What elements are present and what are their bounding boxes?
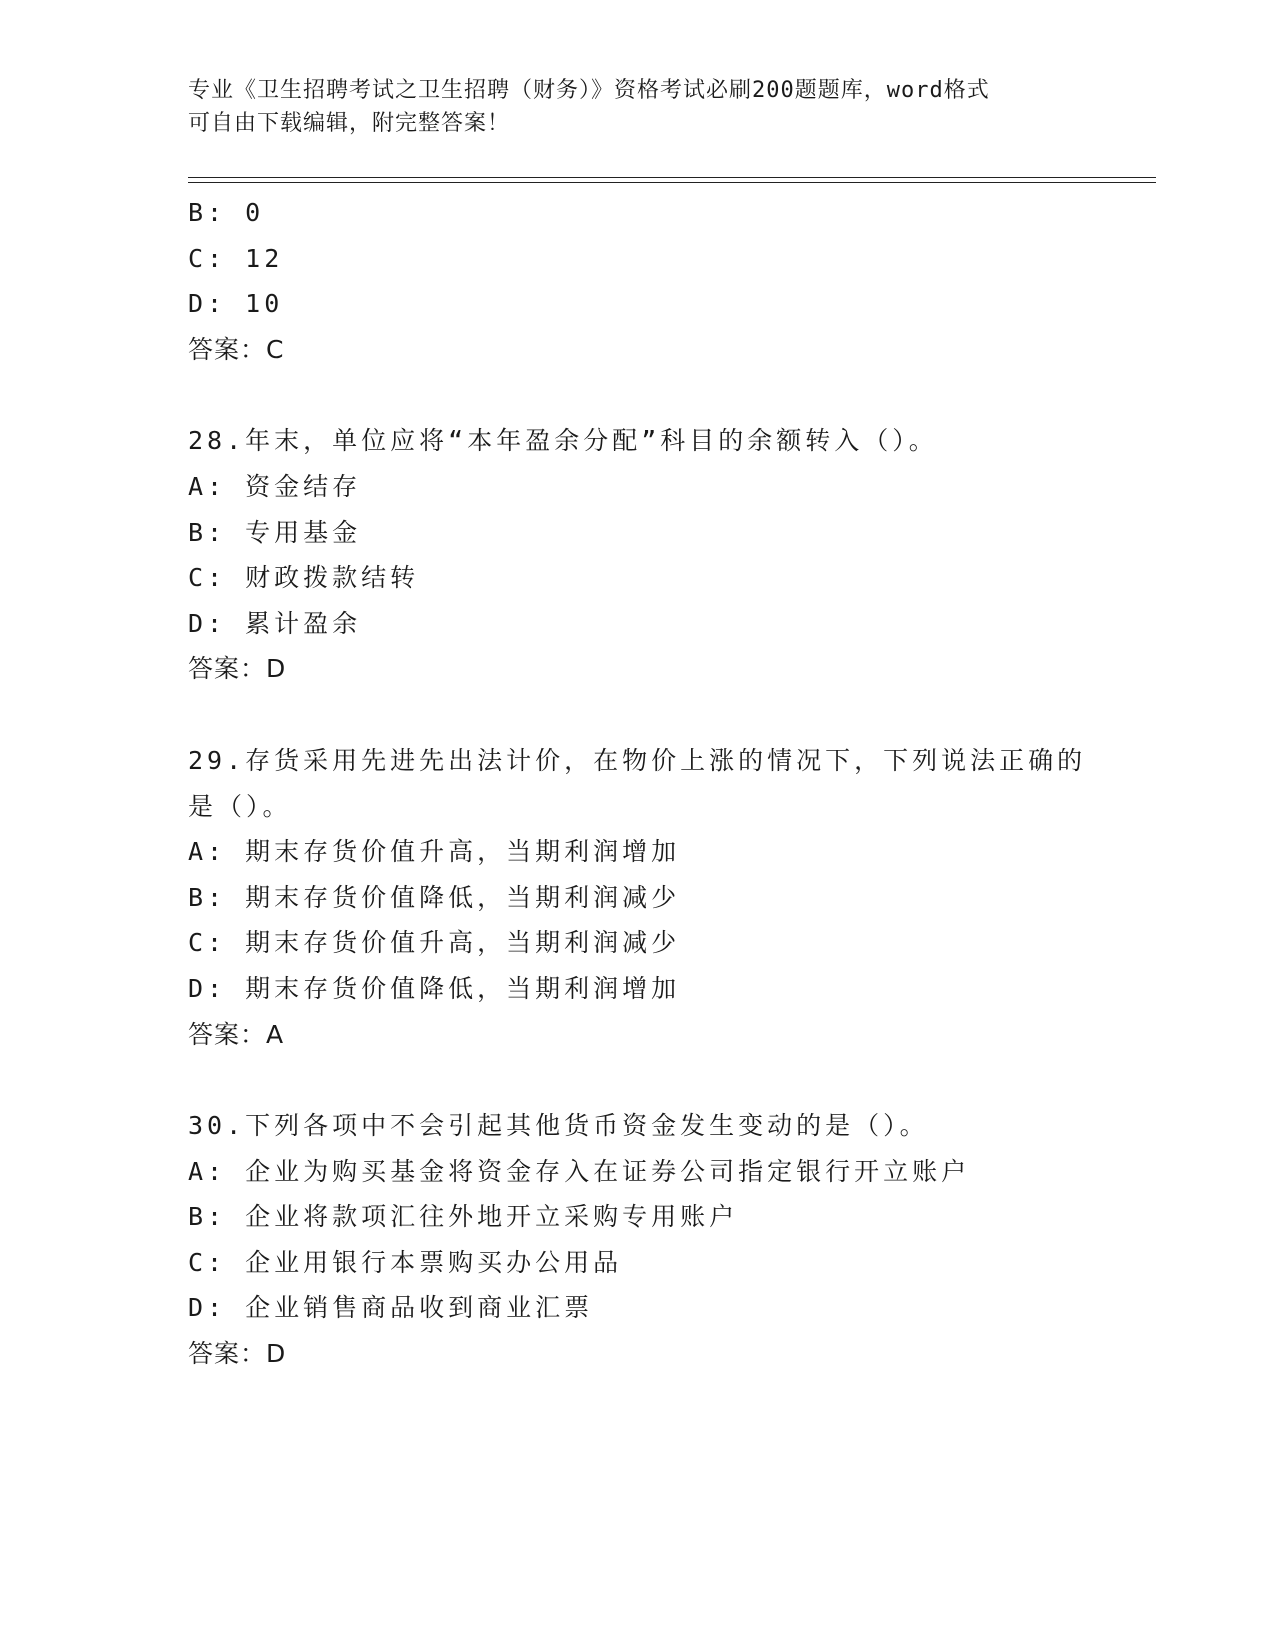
option-b: B: 专用基金 bbox=[188, 517, 362, 547]
option-b: B: 0 bbox=[188, 198, 265, 227]
question-29 bbox=[188, 738, 1088, 1057]
header-title-line1: 专业《卫生招聘考试之卫生招聘（财务）》资格考试必刷200题题库，word格式 bbox=[188, 78, 990, 103]
option-b: B: 企业将款项汇往外地开立采购专用账户 bbox=[188, 1202, 739, 1232]
option-b: B: 期末存货价值降低，当期利润减少 bbox=[188, 882, 681, 912]
option-d: D: 10 bbox=[188, 289, 284, 319]
question-30 bbox=[188, 1103, 1088, 1377]
question-text-line2: 是（）。 bbox=[188, 791, 292, 821]
question-text: 30.下列各项中不会引起其他货币资金发生变动的是（）。 bbox=[188, 1111, 929, 1141]
answer: 答案：D bbox=[188, 654, 287, 684]
answer: 答案：C bbox=[188, 334, 285, 364]
question-list bbox=[188, 190, 1088, 1377]
option-c: C: 12 bbox=[188, 243, 284, 273]
question-text-line1: 29.存货采用先进先出法计价，在物价上涨的情况下，下列说法正确的 bbox=[188, 745, 1087, 775]
option-c: C: 企业用银行本票购买办公用品 bbox=[188, 1247, 623, 1277]
answer: 答案：A bbox=[188, 1019, 285, 1049]
document-header bbox=[188, 74, 1068, 140]
option-d: D: 累计盈余 bbox=[188, 608, 362, 638]
header-divider-bottom bbox=[188, 182, 1156, 183]
header-title-line2: 可自由下载编辑，附完整答案！ bbox=[188, 111, 511, 136]
question-text: 28.年末，单位应将“本年盈余分配”科目的余额转入（）。 bbox=[188, 426, 938, 456]
question-28 bbox=[188, 418, 1088, 692]
option-a: A: 资金结存 bbox=[188, 471, 362, 501]
option-d: D: 期末存货价值降低，当期利润增加 bbox=[188, 973, 681, 1003]
option-d: D: 企业销售商品收到商业汇票 bbox=[188, 1293, 594, 1323]
header-divider-top bbox=[188, 177, 1156, 178]
answer: 答案：D bbox=[188, 1339, 287, 1369]
option-c: C: 财政拨款结转 bbox=[188, 563, 420, 593]
previous-question-tail bbox=[188, 190, 1088, 372]
option-a: A: 企业为购买基金将资金存入在证券公司指定银行开立账户 bbox=[188, 1156, 971, 1186]
option-a: A: 期末存货价值升高，当期利润增加 bbox=[188, 837, 681, 867]
option-c: C: 期末存货价值升高，当期利润减少 bbox=[188, 928, 681, 958]
